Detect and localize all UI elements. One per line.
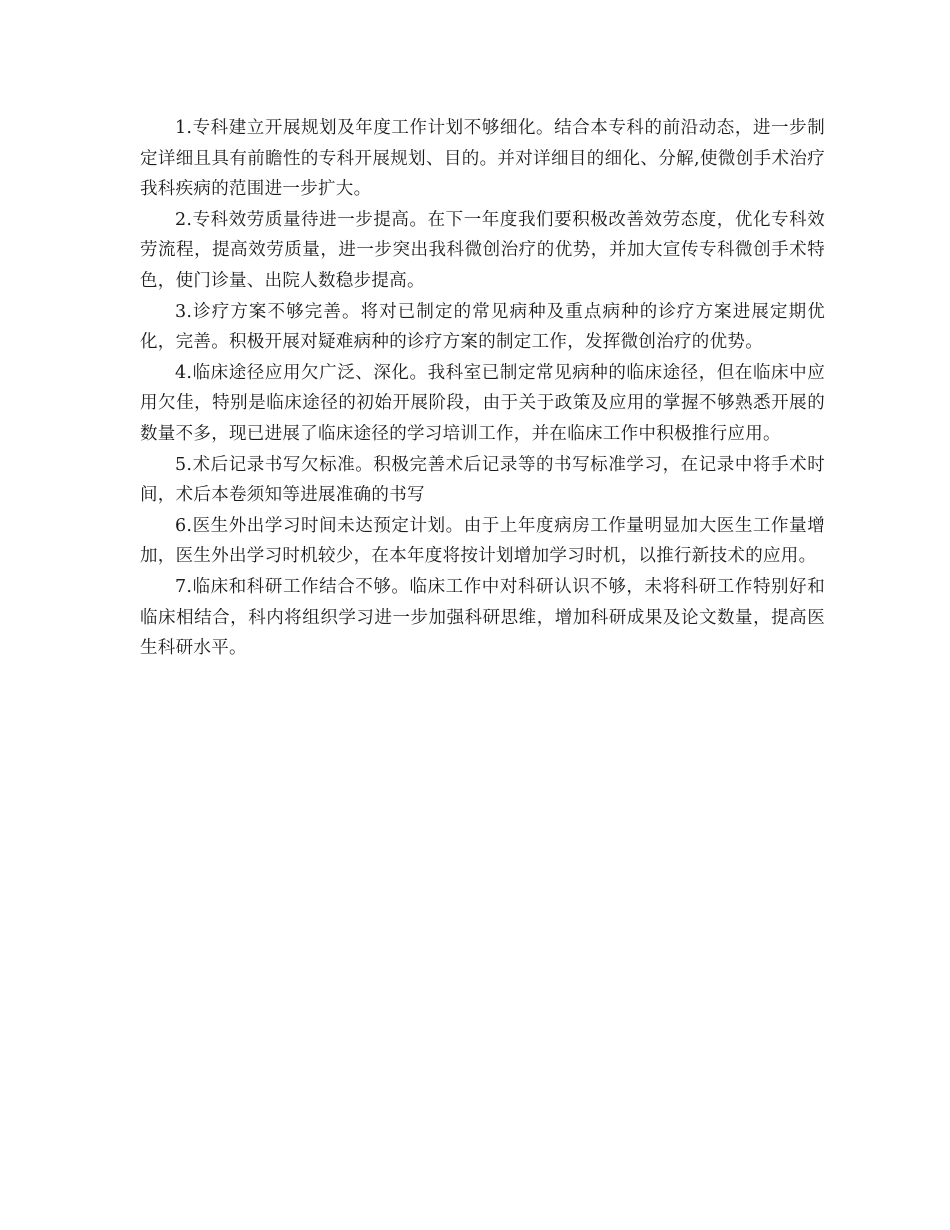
paragraph-1: 1.专科建立开展规划及年度工作计划不够细化。结合本专科的前沿动态，进一步制定详细且具有前瞻性的专科开展规划、目的。并对详细目的细化、分解,使微创手术治疗我科疾病的范围进一步扩大。: [140, 118, 825, 200]
paragraph-4: 4.临床途径应用欠广泛、深化。我科室已制定常见病种的临床途径，但在临床中应用欠佳，特别是临床途径的初始开展阶段，由于关于政策及应用的掌握不够熟悉开展的数量不多，现已进展了临床途径的学习培训工作，并在临床工作中积极推行应用。: [140, 362, 825, 444]
paragraph-3: 3.诊疗方案不够完善。将对已制定的常见病种及重点病种的诊疗方案进展定期优化，完善。积极开展对疑难病种的诊疗方案的制定工作，发挥微创治疗的优势。: [140, 301, 825, 353]
document-body: [140, 113, 825, 664]
paragraph-5: 5.术后记录书写欠标准。积极完善术后记录等的书写标准学习，在记录中将手术时间，术后本卷须知等进展准确的书写: [140, 454, 825, 506]
paragraph-7: 7.临床和科研工作结合不够。临床工作中对科研认识不够，未将科研工作特别好和临床相结合，科内将组织学习进一步加强科研思维，增加科研成果及论文数量，提高医生科研水平。: [140, 576, 825, 659]
paragraph-6: 6.医生外出学习时间未达预定计划。由于上年度病房工作量明显加大医生工作量增加，医生外出学习时机较少，在本年度将按计划增加学习时机，以推行新技术的应用。: [140, 515, 825, 567]
paragraph-2: 2.专科效劳质量待进一步提高。在下一年度我们要积极改善效劳态度，优化专科效劳流程，提高效劳质量，进一步突出我科微创治疗的优势，并加大宣传专科微创手术特色，使门诊量、出院人数稳步提高。: [140, 209, 825, 291]
